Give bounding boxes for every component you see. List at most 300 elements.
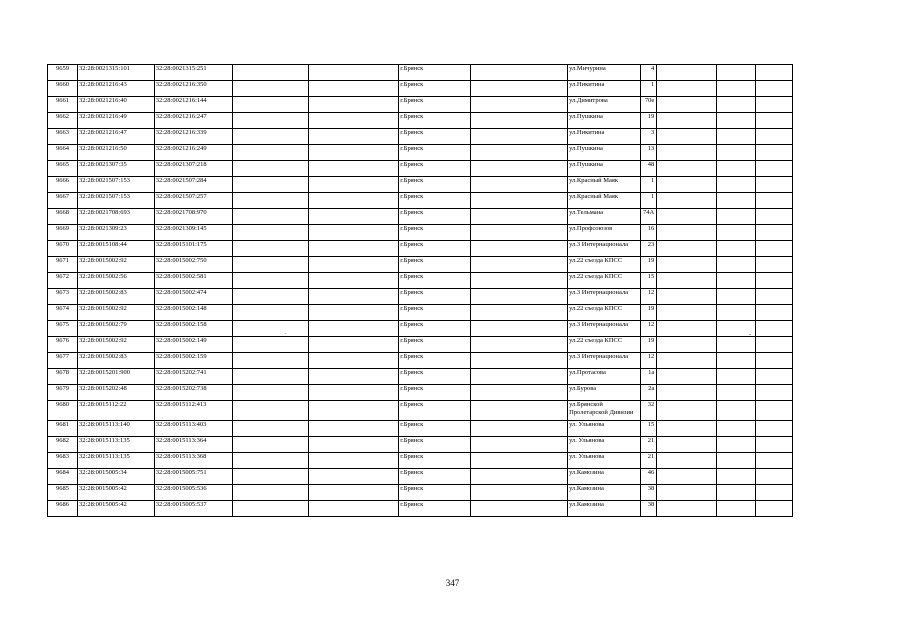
- city-cell: г.Брянск: [399, 145, 470, 161]
- empty-cell: [309, 453, 399, 469]
- cadastral-number-cell: 32:28:0015002:148: [154, 305, 233, 321]
- empty-cell: [717, 145, 755, 161]
- house-number-cell: 19: [640, 305, 657, 321]
- cadastral-number-cell: 32:28:0021216:43: [78, 81, 155, 97]
- city-cell: г.Брянск: [399, 501, 470, 517]
- empty-cell: [233, 209, 309, 225]
- empty-cell: [233, 421, 309, 437]
- empty-cell: [755, 209, 792, 225]
- house-number-cell: 48: [640, 161, 657, 177]
- empty-cell: [233, 469, 309, 485]
- record-number-cell: 9667: [48, 193, 78, 209]
- empty-cell: [470, 401, 567, 421]
- empty-cell: [233, 289, 309, 305]
- cadastral-number-cell: 32:28:0021216:47: [78, 129, 155, 145]
- empty-cell: [470, 257, 567, 273]
- record-number-cell: 9662: [48, 113, 78, 129]
- empty-cell: [470, 273, 567, 289]
- empty-cell: [657, 401, 717, 421]
- empty-cell: [233, 321, 309, 337]
- empty-cell: [717, 257, 755, 273]
- cadastral-number-cell: 32:28:0021708:970: [154, 209, 233, 225]
- empty-cell: [470, 241, 567, 257]
- house-number-cell: 3: [640, 129, 657, 145]
- empty-cell: [233, 453, 309, 469]
- empty-cell: [717, 385, 755, 401]
- empty-cell: [233, 129, 309, 145]
- table-row: [48, 193, 793, 209]
- cadastral-number-cell: 32:28:0021315:251: [154, 65, 233, 81]
- cadastral-number-cell: 32:28:0015002:83: [78, 353, 155, 369]
- cadastral-number-cell: 32:28:0015005:537: [154, 501, 233, 517]
- city-cell: г.Брянск: [399, 469, 470, 485]
- city-cell: г.Брянск: [399, 177, 470, 193]
- record-number-cell: 9666: [48, 177, 78, 193]
- empty-cell: [470, 129, 567, 145]
- empty-cell: [233, 437, 309, 453]
- empty-cell: [309, 161, 399, 177]
- empty-cell: [755, 469, 792, 485]
- empty-cell: [309, 145, 399, 161]
- empty-cell: [309, 257, 399, 273]
- street-cell: ул.3 Интернационала: [568, 289, 641, 305]
- table-row: [48, 385, 793, 401]
- cadastral-number-cell: 32:28:0021216:350: [154, 81, 233, 97]
- empty-cell: [755, 421, 792, 437]
- city-cell: г.Брянск: [399, 337, 470, 353]
- record-number-cell: 9681: [48, 421, 78, 437]
- scan-mark: ·: [284, 330, 287, 338]
- record-number-cell: 9674: [48, 305, 78, 321]
- empty-cell: [309, 209, 399, 225]
- empty-cell: [755, 401, 792, 421]
- house-number-cell: 12: [640, 289, 657, 305]
- cadastral-number-cell: 32:28:0015201:900: [78, 369, 155, 385]
- empty-cell: [717, 501, 755, 517]
- empty-cell: [233, 257, 309, 273]
- empty-cell: [233, 81, 309, 97]
- cadastral-number-cell: 32:28:0015005:751: [154, 469, 233, 485]
- city-cell: г.Брянск: [399, 353, 470, 369]
- table-row: [48, 437, 793, 453]
- empty-cell: [470, 501, 567, 517]
- house-number-cell: 38: [640, 485, 657, 501]
- empty-cell: [755, 145, 792, 161]
- empty-cell: [657, 453, 717, 469]
- cadastral-number-cell: 32:28:0015202:48: [78, 385, 155, 401]
- cadastral-number-cell: 32:28:0021307:35: [78, 161, 155, 177]
- street-cell: ул.Пушкина: [568, 145, 641, 161]
- street-cell: ул.Протасова: [568, 369, 641, 385]
- table-row: [48, 337, 793, 353]
- empty-cell: [309, 289, 399, 305]
- house-number-cell: 19: [640, 257, 657, 273]
- record-number-cell: 9684: [48, 469, 78, 485]
- house-number-cell: 2а: [640, 385, 657, 401]
- empty-cell: [233, 161, 309, 177]
- empty-cell: [657, 321, 717, 337]
- table-row: [48, 161, 793, 177]
- cadastral-number-cell: 32:28:0015002:474: [154, 289, 233, 305]
- empty-cell: [309, 177, 399, 193]
- empty-cell: [233, 369, 309, 385]
- empty-cell: [470, 145, 567, 161]
- empty-cell: [309, 193, 399, 209]
- street-cell: ул.22 съезда КПСС: [568, 257, 641, 273]
- empty-cell: [755, 177, 792, 193]
- empty-cell: [309, 65, 399, 81]
- cadastral-number-cell: 32:28:0021307:218: [154, 161, 233, 177]
- cadastral-number-cell: 32:28:0021507:153: [78, 193, 155, 209]
- empty-cell: [233, 485, 309, 501]
- record-number-cell: 9686: [48, 501, 78, 517]
- empty-cell: [657, 97, 717, 113]
- empty-cell: [470, 289, 567, 305]
- house-number-cell: 38: [640, 501, 657, 517]
- record-number-cell: 9678: [48, 369, 78, 385]
- empty-cell: [717, 97, 755, 113]
- cadastral-number-cell: 32:28:0021216:49: [78, 113, 155, 129]
- empty-cell: [233, 65, 309, 81]
- cadastral-number-cell: 32:28:0015113:135: [78, 453, 155, 469]
- empty-cell: [717, 401, 755, 421]
- empty-cell: [717, 273, 755, 289]
- empty-cell: [470, 161, 567, 177]
- empty-cell: [470, 437, 567, 453]
- empty-cell: [717, 453, 755, 469]
- record-number-cell: 9677: [48, 353, 78, 369]
- empty-cell: [755, 257, 792, 273]
- street-cell: ул.Профсоюзов: [568, 225, 641, 241]
- record-number-cell: 9673: [48, 289, 78, 305]
- house-number-cell: 12: [640, 353, 657, 369]
- empty-cell: [309, 129, 399, 145]
- empty-cell: [309, 321, 399, 337]
- empty-cell: [717, 337, 755, 353]
- city-cell: г.Брянск: [399, 209, 470, 225]
- empty-cell: [755, 321, 792, 337]
- street-cell: ул.Пушкина: [568, 161, 641, 177]
- table-row: [48, 97, 793, 113]
- city-cell: г.Брянск: [399, 289, 470, 305]
- cadastral-number-cell: 32:28:0015113:364: [154, 437, 233, 453]
- street-cell: ул.Никитина: [568, 81, 641, 97]
- empty-cell: [233, 97, 309, 113]
- empty-cell: [657, 65, 717, 81]
- empty-cell: [470, 337, 567, 353]
- empty-cell: [470, 97, 567, 113]
- city-cell: г.Брянск: [399, 421, 470, 437]
- empty-cell: [755, 225, 792, 241]
- empty-cell: [755, 385, 792, 401]
- empty-cell: [657, 273, 717, 289]
- empty-cell: [233, 353, 309, 369]
- city-cell: г.Брянск: [399, 385, 470, 401]
- cadastral-number-cell: 32:28:0015002:158: [154, 321, 233, 337]
- empty-cell: [470, 353, 567, 369]
- city-cell: г.Брянск: [399, 113, 470, 129]
- street-cell: ул.22 съезда КПСС: [568, 273, 641, 289]
- empty-cell: [657, 161, 717, 177]
- cadastral-number-cell: 32:28:0021708:693: [78, 209, 155, 225]
- empty-cell: [717, 289, 755, 305]
- empty-cell: [470, 305, 567, 321]
- city-cell: г.Брянск: [399, 193, 470, 209]
- scan-mark: -: [749, 330, 752, 338]
- empty-cell: [470, 81, 567, 97]
- empty-cell: [470, 177, 567, 193]
- cadastral-number-cell: 32:28:0015002:92: [78, 337, 155, 353]
- street-cell: ул.Красный Маяк: [568, 193, 641, 209]
- house-number-cell: 23: [640, 241, 657, 257]
- house-number-cell: 19: [640, 113, 657, 129]
- cadastral-number-cell: 32:28:0015005:42: [78, 485, 155, 501]
- empty-cell: [309, 401, 399, 421]
- cadastral-number-cell: 32:28:0021216:144: [154, 97, 233, 113]
- empty-cell: [233, 385, 309, 401]
- house-number-cell: 70е: [640, 97, 657, 113]
- record-number-cell: 9670: [48, 241, 78, 257]
- city-cell: г.Брянск: [399, 453, 470, 469]
- empty-cell: [470, 65, 567, 81]
- cadastral-number-cell: 32:28:0015112:22: [78, 401, 155, 421]
- house-number-cell: 21: [640, 437, 657, 453]
- empty-cell: [309, 273, 399, 289]
- empty-cell: [233, 145, 309, 161]
- house-number-cell: 13: [640, 145, 657, 161]
- record-number-cell: 9660: [48, 81, 78, 97]
- table-row: [48, 421, 793, 437]
- city-cell: г.Брянск: [399, 321, 470, 337]
- city-cell: г.Брянск: [399, 257, 470, 273]
- table-row: [48, 209, 793, 225]
- street-cell: ул.Никитина: [568, 129, 641, 145]
- page-number: 347: [445, 578, 460, 588]
- empty-cell: [755, 289, 792, 305]
- empty-cell: [657, 469, 717, 485]
- empty-cell: [657, 177, 717, 193]
- city-cell: г.Брянск: [399, 129, 470, 145]
- cadastral-number-cell: 32:28:0021216:40: [78, 97, 155, 113]
- table-row: [48, 81, 793, 97]
- empty-cell: [309, 225, 399, 241]
- record-number-cell: 9680: [48, 401, 78, 421]
- record-number-cell: 9682: [48, 437, 78, 453]
- street-cell: ул.22 съезда КПСС: [568, 337, 641, 353]
- cadastral-number-cell: 32:28:0021315:101: [78, 65, 155, 81]
- empty-cell: [470, 385, 567, 401]
- cadastral-number-cell: 32:28:0015002:581: [154, 273, 233, 289]
- table-row: [48, 113, 793, 129]
- empty-cell: [470, 453, 567, 469]
- house-number-cell: 21: [640, 453, 657, 469]
- empty-cell: [717, 437, 755, 453]
- empty-cell: [717, 241, 755, 257]
- empty-cell: [309, 501, 399, 517]
- record-number-cell: 9665: [48, 161, 78, 177]
- table-row: [48, 469, 793, 485]
- empty-cell: [755, 437, 792, 453]
- city-cell: г.Брянск: [399, 369, 470, 385]
- empty-cell: [309, 97, 399, 113]
- table-row: [48, 401, 793, 421]
- empty-cell: [717, 65, 755, 81]
- cadastral-number-cell: 32:28:0021309:23: [78, 225, 155, 241]
- cadastral-number-cell: 32:28:0015002:149: [154, 337, 233, 353]
- empty-cell: [309, 469, 399, 485]
- record-number-cell: 9663: [48, 129, 78, 145]
- empty-cell: [657, 145, 717, 161]
- empty-cell: [470, 485, 567, 501]
- empty-cell: [233, 501, 309, 517]
- house-number-cell: 32: [640, 401, 657, 421]
- empty-cell: [233, 225, 309, 241]
- house-number-cell: 1: [640, 81, 657, 97]
- street-cell: ул.Брянской Пролетарской Дивизии: [568, 401, 641, 421]
- empty-cell: [755, 353, 792, 369]
- empty-cell: [309, 485, 399, 501]
- empty-cell: [233, 193, 309, 209]
- table-row: [48, 305, 793, 321]
- empty-cell: [755, 81, 792, 97]
- empty-cell: [470, 421, 567, 437]
- empty-cell: [309, 421, 399, 437]
- record-number-cell: 9668: [48, 209, 78, 225]
- cadastral-number-cell: 32:28:0015002:83: [78, 289, 155, 305]
- empty-cell: [233, 401, 309, 421]
- house-number-cell: 15: [640, 421, 657, 437]
- table-row: [48, 257, 793, 273]
- cadastral-number-cell: 32:28:0015112:413: [154, 401, 233, 421]
- empty-cell: [755, 161, 792, 177]
- record-number-cell: 9676: [48, 337, 78, 353]
- cadastral-number-cell: 32:28:0021216:50: [78, 145, 155, 161]
- empty-cell: [755, 485, 792, 501]
- house-number-cell: 74А: [640, 209, 657, 225]
- empty-cell: [717, 369, 755, 385]
- table-row: [48, 273, 793, 289]
- empty-cell: [717, 113, 755, 129]
- empty-cell: [717, 225, 755, 241]
- empty-cell: [233, 305, 309, 321]
- empty-cell: [657, 209, 717, 225]
- empty-cell: [470, 193, 567, 209]
- empty-cell: [717, 161, 755, 177]
- cadastral-number-cell: 32:28:0015005:42: [78, 501, 155, 517]
- empty-cell: [309, 305, 399, 321]
- cadastral-number-cell: 32:28:0021216:249: [154, 145, 233, 161]
- cadastral-number-cell: 32:28:0015113:140: [78, 421, 155, 437]
- empty-cell: [470, 209, 567, 225]
- street-cell: ул.Красный Маяк: [568, 177, 641, 193]
- empty-cell: [657, 385, 717, 401]
- empty-cell: [755, 453, 792, 469]
- empty-cell: [755, 501, 792, 517]
- empty-cell: [309, 369, 399, 385]
- street-cell: ул.Камозина: [568, 501, 641, 517]
- table-row: [48, 225, 793, 241]
- empty-cell: [657, 421, 717, 437]
- empty-cell: [309, 437, 399, 453]
- city-cell: г.Брянск: [399, 225, 470, 241]
- street-cell: ул.3 Интернационала: [568, 241, 641, 257]
- record-number-cell: 9664: [48, 145, 78, 161]
- record-number-cell: 9685: [48, 485, 78, 501]
- table-row: [48, 65, 793, 81]
- empty-cell: [717, 129, 755, 145]
- city-cell: г.Брянск: [399, 273, 470, 289]
- empty-cell: [717, 177, 755, 193]
- empty-cell: [309, 113, 399, 129]
- table-row: [48, 241, 793, 257]
- street-cell: ул.Пушкина: [568, 113, 641, 129]
- empty-cell: [657, 241, 717, 257]
- city-cell: г.Брянск: [399, 305, 470, 321]
- property-registry-table: [47, 64, 793, 517]
- house-number-cell: 19: [640, 337, 657, 353]
- cadastral-number-cell: 32:28:0021507:284: [154, 177, 233, 193]
- city-cell: г.Брянск: [399, 65, 470, 81]
- empty-cell: [233, 177, 309, 193]
- empty-cell: [233, 113, 309, 129]
- cadastral-number-cell: 32:28:0015108:44: [78, 241, 155, 257]
- empty-cell: [470, 113, 567, 129]
- empty-cell: [657, 81, 717, 97]
- empty-cell: [309, 353, 399, 369]
- street-cell: ул.Камозина: [568, 485, 641, 501]
- empty-cell: [657, 485, 717, 501]
- empty-cell: [717, 421, 755, 437]
- cadastral-number-cell: 32:28:0015005:536: [154, 485, 233, 501]
- city-cell: г.Брянск: [399, 485, 470, 501]
- empty-cell: [309, 337, 399, 353]
- empty-cell: [755, 193, 792, 209]
- cadastral-number-cell: 32:28:0021216:247: [154, 113, 233, 129]
- empty-cell: [657, 257, 717, 273]
- city-cell: г.Брянск: [399, 97, 470, 113]
- street-cell: ул.Димитрова: [568, 97, 641, 113]
- empty-cell: [657, 501, 717, 517]
- record-number-cell: 9669: [48, 225, 78, 241]
- table-row: [48, 369, 793, 385]
- empty-cell: [717, 305, 755, 321]
- street-cell: ул.Бурова: [568, 385, 641, 401]
- street-cell: ул. Ульянова: [568, 437, 641, 453]
- empty-cell: [717, 81, 755, 97]
- city-cell: г.Брянск: [399, 437, 470, 453]
- empty-cell: [717, 209, 755, 225]
- empty-cell: [755, 337, 792, 353]
- city-cell: г.Брянск: [399, 161, 470, 177]
- record-number-cell: 9675: [48, 321, 78, 337]
- house-number-cell: 1а: [640, 369, 657, 385]
- cadastral-number-cell: 32:28:0015002:159: [154, 353, 233, 369]
- record-number-cell: 9659: [48, 65, 78, 81]
- street-cell: ул.Камозина: [568, 469, 641, 485]
- empty-cell: [309, 241, 399, 257]
- city-cell: г.Брянск: [399, 81, 470, 97]
- empty-cell: [657, 337, 717, 353]
- cadastral-number-cell: 32:28:0015002:79: [78, 321, 155, 337]
- record-number-cell: 9672: [48, 273, 78, 289]
- empty-cell: [657, 353, 717, 369]
- empty-cell: [717, 193, 755, 209]
- cadastral-number-cell: 32:28:0015202:741: [154, 369, 233, 385]
- city-cell: г.Брянск: [399, 401, 470, 421]
- cadastral-number-cell: 32:28:0015002:750: [154, 257, 233, 273]
- table-row: [48, 321, 793, 337]
- empty-cell: [755, 369, 792, 385]
